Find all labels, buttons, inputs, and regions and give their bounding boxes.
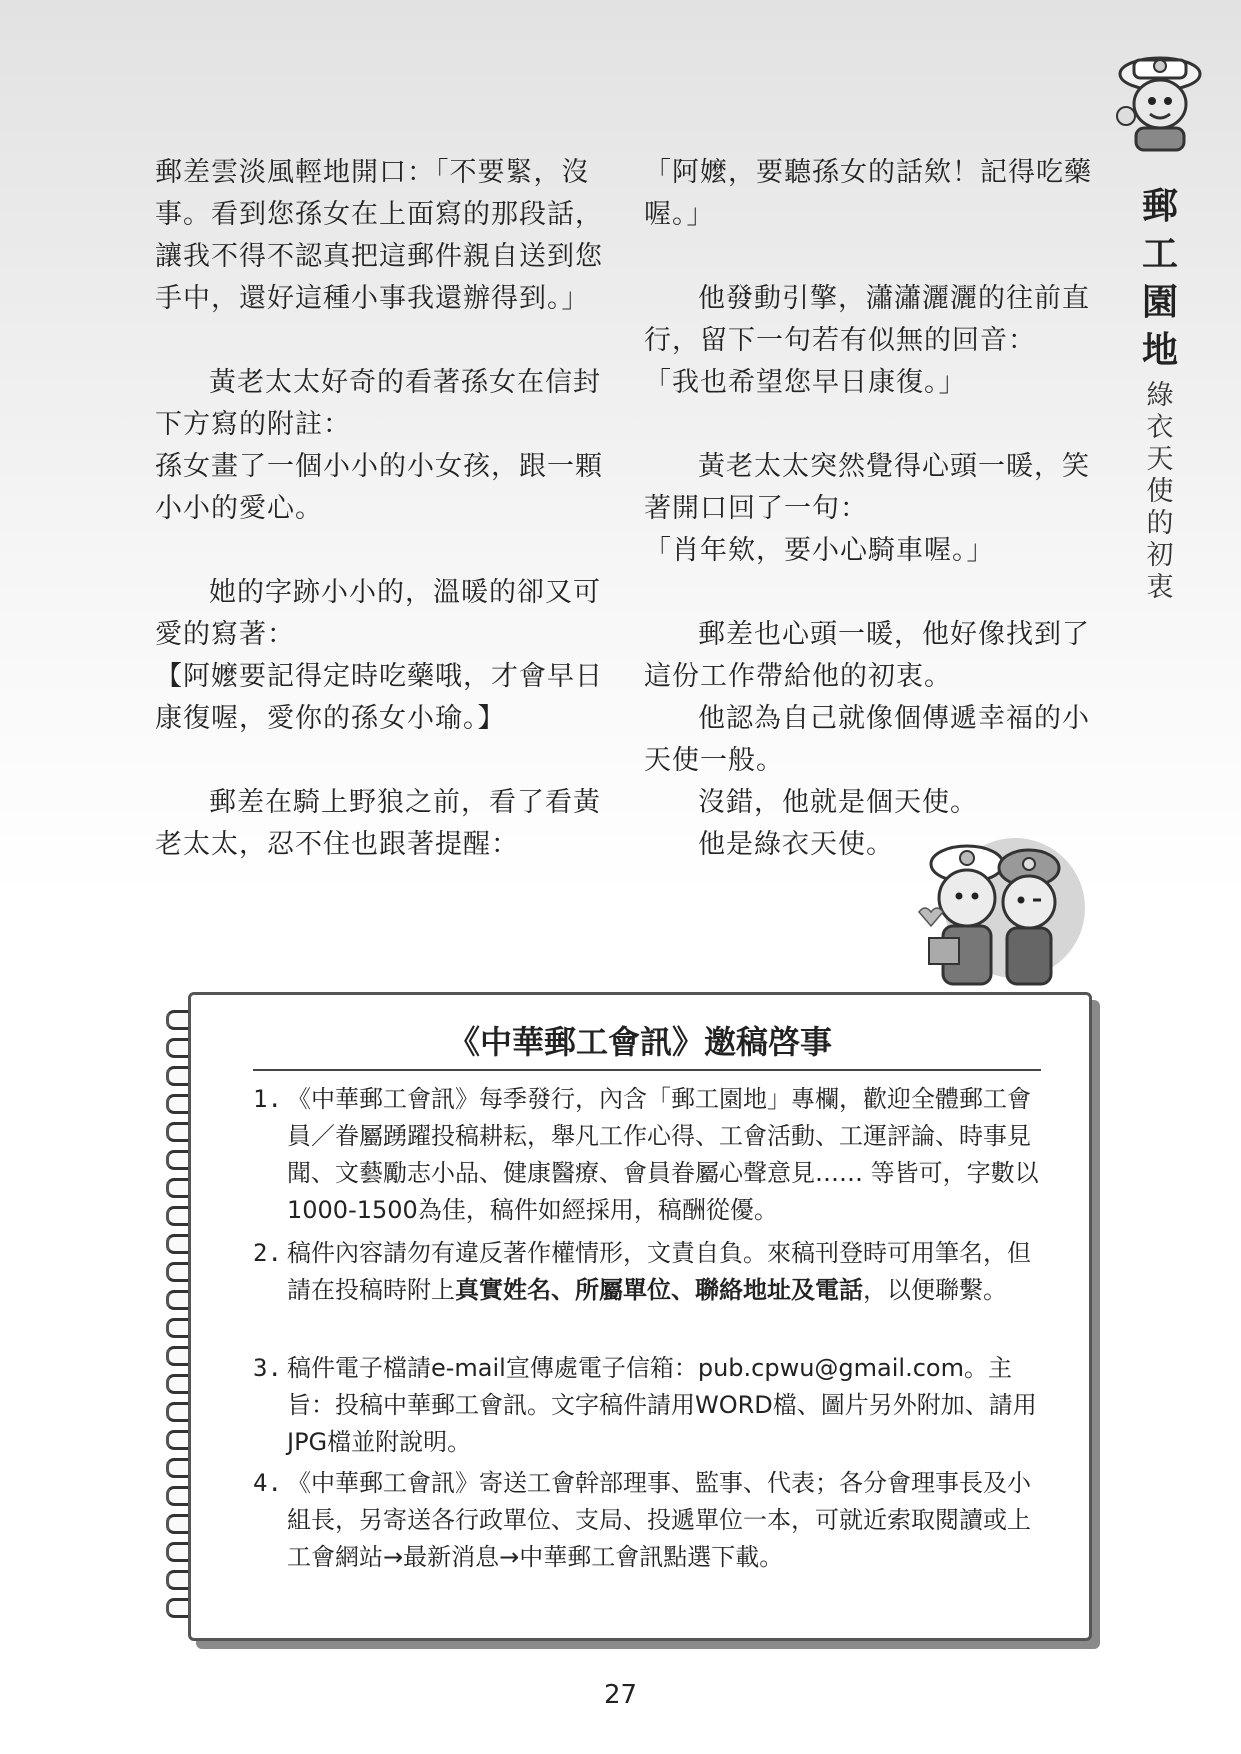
notice-item-number: 1. bbox=[253, 1085, 282, 1113]
notice-item bbox=[253, 1350, 1053, 1461]
notice-item-text bbox=[253, 1235, 1053, 1309]
notice-item-segment: 稿件電子檔請e-mail宣傳處電子信箱：pub.cpwu@gmail.com。主旨：投稿中華郵工會訊。文字稿件請用WORD檔、圖片另外附加、請用JPG檔並附說明。 bbox=[287, 1354, 1037, 1456]
notice-item-number: 2. bbox=[253, 1239, 282, 1267]
call-for-submissions-notice bbox=[188, 992, 1092, 1641]
paragraph-gap bbox=[155, 320, 603, 362]
article-column-right bbox=[644, 152, 1092, 866]
postman-couple-mascot-icon bbox=[905, 828, 1085, 996]
notice-item-segment: 稿件內容請勿有違反著作權情形，文責自負。來稿刊登時可用筆名，但請在投稿時附上 bbox=[287, 1239, 1031, 1304]
paragraph: 郵差也心頭一暖，他好像找到了這份工作帶給他的初衷。 bbox=[644, 619, 1090, 692]
title-underline bbox=[253, 1069, 1041, 1071]
paragraph: 黃老太太好奇的看著孫女在信封下方寫的附註： bbox=[155, 367, 601, 440]
paragraph: 郵差雲淡風輕地開口：「不要緊，沒事。看到您孫女在上面寫的那段話，讓我不得不認真把這郵件親自送到您手中，還好這種小事我還辦得到。」 bbox=[155, 157, 603, 314]
paragraph: 沒錯，他就是個天使。 bbox=[698, 787, 978, 818]
paragraph: 「肖年欸，要小心騎車喔。」 bbox=[644, 535, 995, 566]
paragraph: 「阿嬤，要聽孫女的話欸！記得吃藥喔。」 bbox=[644, 157, 1092, 230]
paragraph: 他發動引擎，瀟瀟灑灑的往前直行，留下一句若有似無的回音： bbox=[644, 283, 1090, 356]
notice-title: 《中華郵工會訊》邀稿啓事 bbox=[447, 1023, 832, 1061]
paragraph: 他是綠衣天使。 bbox=[698, 829, 894, 860]
notice-item-number: 4. bbox=[253, 1469, 282, 1497]
notice-item-text bbox=[253, 1081, 1053, 1229]
side_title-main-text: 郵工園地 bbox=[1142, 185, 1179, 371]
paragraph-gap bbox=[155, 530, 603, 572]
article-title-vertical bbox=[1144, 380, 1176, 604]
notice-item-segment: 《中華郵工會訊》寄送工會幹部理事、監事、代表；各分會理事長及小組長，另寄送各行政單位、支局、投遞單位一本，可就近索取閱讀或上工會網站→最新消息→中華郵工會訊點選下載。 bbox=[287, 1469, 1031, 1571]
paragraph: 【阿嬤要記得定時吃藥哦，才會早日康復喔，愛你的孫女小瑜。】 bbox=[155, 661, 603, 734]
paragraph: 「我也希望您早日康復。」 bbox=[644, 367, 967, 398]
paragraph: 他認為自己就像個傳遞幸福的小天使一般。 bbox=[644, 703, 1090, 776]
page-number: 27 bbox=[603, 1680, 638, 1710]
notice-item-segment: 《中華郵工會訊》每季發行，內含「郵工園地」專欄，歡迎全體郵工會員／眷屬踴躍投稿耕耘，舉凡工作心得、工會活動、工運評論、時事見聞、文藝勵志小品、健康醫療、會員眷屬心聲意見…… 等皆可，字數以1000-1500為佳，稿件如經採用，稿酬從優。 bbox=[287, 1085, 1039, 1224]
paragraph: 黃老太太突然覺得心頭一暖，笑著開口回了一句： bbox=[644, 451, 1090, 524]
paragraph-gap bbox=[644, 236, 1092, 278]
notice-item bbox=[253, 1235, 1053, 1309]
paragraph: 孫女畫了一個小小的小女孩，跟一顆小小的愛心。 bbox=[155, 451, 603, 524]
side_title-sub-text: 綠衣天使的初衷 bbox=[1146, 380, 1174, 603]
paragraph-gap bbox=[155, 740, 603, 782]
notice-item-emphasis: 真實姓名、所屬單位、聯絡地址及電話 bbox=[455, 1276, 863, 1304]
notice-item-segment: ，以便聯繫。 bbox=[863, 1276, 1007, 1304]
paragraph: 她的字跡小小的，溫暖的卻又可愛的寫著： bbox=[155, 577, 601, 650]
section-title-vertical bbox=[1138, 182, 1182, 374]
notice-item-text bbox=[253, 1465, 1053, 1576]
article-column-left bbox=[155, 152, 603, 866]
paragraph-gap bbox=[644, 404, 1092, 446]
paragraph: 郵差在騎上野狼之前，看了看黃老太太，忍不住也跟著提醒： bbox=[155, 787, 601, 860]
notice-item bbox=[253, 1081, 1053, 1229]
notice-item-text bbox=[253, 1350, 1053, 1461]
notice-item bbox=[253, 1465, 1053, 1576]
postman-mascot-icon bbox=[1112, 46, 1208, 156]
notice-item-number: 3. bbox=[253, 1354, 282, 1382]
paragraph-gap bbox=[644, 572, 1092, 614]
